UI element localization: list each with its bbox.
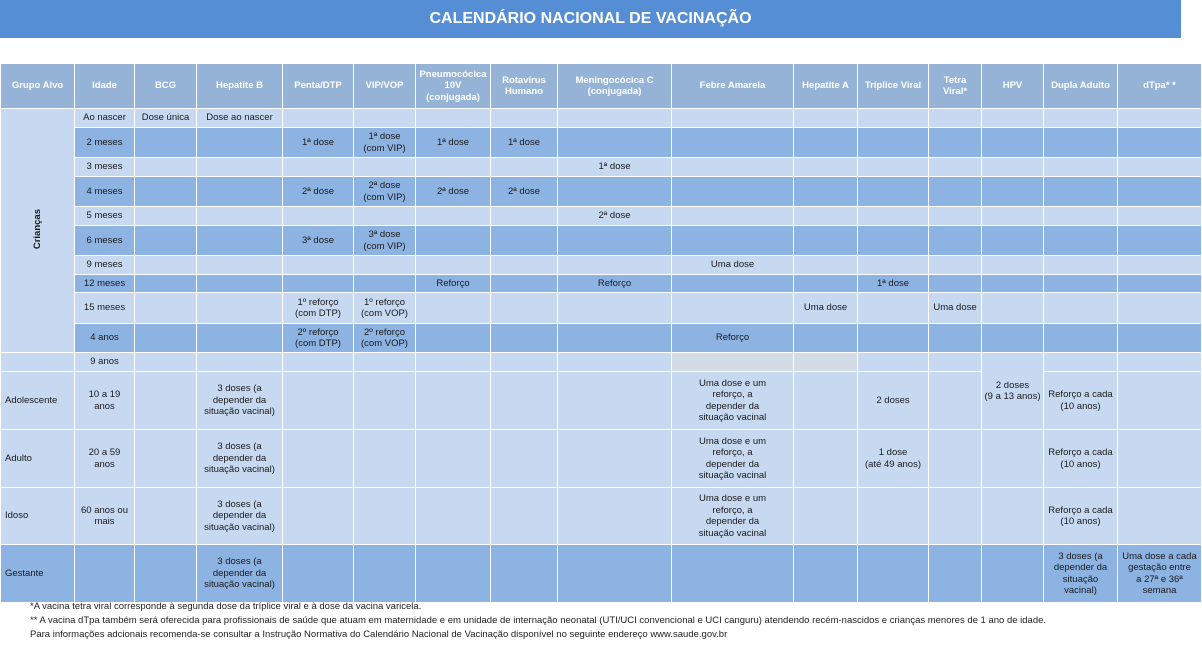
dose-cell: 1ª dose (com VIP) bbox=[354, 128, 416, 158]
dose-cell: 3 doses (a depender da situação vacinal) bbox=[1044, 545, 1118, 603]
dose-cell: 1ª dose bbox=[491, 128, 558, 158]
dose-cell: 3 doses (a depender da situação vacinal) bbox=[197, 430, 283, 488]
header-rotavirus: Rotavírus Humano bbox=[491, 64, 558, 109]
header-penta-dtp: Penta/DTP bbox=[283, 64, 354, 109]
dose-cell: Reforço bbox=[672, 324, 794, 353]
footnote-dtpa: ** A vacina dTpa também será oferecida para profissionais de saúde que atuam em maternidade e em unidade de internação neonatal (UTI/UCI convencional e UCI canguru) atendendo recém-nascidos e crianças menores de 1 ano de idade. bbox=[30, 615, 1047, 626]
dose-cell: 1º reforço (com DTP) bbox=[283, 293, 354, 324]
age-cell: 4 meses bbox=[75, 177, 135, 207]
age-cell: 2 meses bbox=[75, 128, 135, 158]
table-row bbox=[1, 177, 1202, 207]
header-idade: Idade bbox=[75, 64, 135, 109]
dose-cell: Reforço a cada (10 anos) bbox=[1044, 372, 1118, 430]
header-hepatite-b: Hepatite B bbox=[197, 64, 283, 109]
dose-cell: Uma dose bbox=[929, 293, 982, 324]
age-cell: 3 meses bbox=[75, 158, 135, 177]
table-row bbox=[1, 275, 1202, 293]
header-row bbox=[1, 64, 1202, 109]
group-gestante: Gestante bbox=[1, 545, 75, 603]
dose-cell: 3ª dose (com VIP) bbox=[354, 226, 416, 256]
table-row bbox=[1, 128, 1202, 158]
group-adolescente: Adolescente bbox=[1, 372, 75, 430]
footnote-tetra: *A vacina tetra viral corresponde à segunda dose da tríplice viral e à dose da vacina varicela. bbox=[30, 601, 422, 612]
age-cell: Ao nascer bbox=[75, 109, 135, 128]
group-adulto: Adulto bbox=[1, 430, 75, 488]
age-cell: 5 meses bbox=[75, 207, 135, 226]
dose-cell: 3 doses (a depender da situação vacinal) bbox=[197, 545, 283, 603]
header-tetra-viral: Tetra Viral* bbox=[929, 64, 982, 109]
header-meningococica: Meningocócica C (conjugada) bbox=[558, 64, 672, 109]
dose-cell: Reforço bbox=[416, 275, 491, 293]
table-row bbox=[1, 353, 1202, 372]
age-cell: 20 a 59 anos bbox=[75, 430, 135, 488]
header-grupo-alvo: Grupo Alvo bbox=[1, 64, 75, 109]
dose-cell: 2ª dose bbox=[558, 207, 672, 226]
age-cell: 15 meses bbox=[75, 293, 135, 324]
dose-cell: 1ª dose bbox=[283, 128, 354, 158]
dose-cell: 2ª dose bbox=[416, 177, 491, 207]
header-hpv: HPV bbox=[982, 64, 1044, 109]
page-title: CALENDÁRIO NACIONAL DE VACINAÇÃO bbox=[0, 0, 1181, 38]
dose-cell: 1ª dose bbox=[558, 158, 672, 177]
header-dupla-adulto: Dupla Adulto bbox=[1044, 64, 1118, 109]
age-cell: 4 anos bbox=[75, 324, 135, 353]
dose-cell: 2ª dose bbox=[283, 177, 354, 207]
dose-cell: 3 doses (a depender da situação vacinal) bbox=[197, 372, 283, 430]
table-row bbox=[1, 256, 1202, 275]
table-row bbox=[1, 226, 1202, 256]
dose-cell: Uma dose e um reforço, a depender da situação vacinal bbox=[672, 488, 794, 545]
table-row bbox=[1, 430, 1202, 488]
age-cell: 12 meses bbox=[75, 275, 135, 293]
header-vip-vop: VIP/VOP bbox=[354, 64, 416, 109]
dose-cell: Uma dose e um reforço, a depender da situação vacinal bbox=[672, 430, 794, 488]
header-febre-amarela: Febre Amarela bbox=[672, 64, 794, 109]
table-row bbox=[1, 324, 1202, 353]
dose-cell: Reforço a cada (10 anos) bbox=[1044, 488, 1118, 545]
age-cell: 10 a 19 anos bbox=[75, 372, 135, 430]
dose-cell: 2 doses bbox=[858, 372, 929, 430]
table-row bbox=[1, 488, 1202, 545]
dose-cell: Reforço bbox=[558, 275, 672, 293]
dose-cell: 2º reforço (com VOP) bbox=[354, 324, 416, 353]
footnote-info: Para informações adcionais recomenda-se consultar a Instrução Normativa do Calendário Nacional de Vacinação disponível no seguinte endereço www.saude.gov.br bbox=[30, 629, 728, 640]
dose-cell: Reforço a cada (10 anos) bbox=[1044, 430, 1118, 488]
dose-cell: 2ª dose bbox=[491, 177, 558, 207]
header-pneumococica: Pneumocócica 10V (conjugada) bbox=[416, 64, 491, 109]
dose-cell: 1 dose (até 49 anos) bbox=[858, 430, 929, 488]
dose-cell: Uma dose bbox=[794, 293, 858, 324]
table-row bbox=[1, 545, 1202, 603]
table-row bbox=[1, 109, 1202, 128]
age-cell: 9 anos bbox=[75, 353, 135, 372]
header-bcg: BCG bbox=[135, 64, 197, 109]
age-cell: 6 meses bbox=[75, 226, 135, 256]
dose-cell: Uma dose e um reforço, a depender da situação vacinal bbox=[672, 372, 794, 430]
dose-cell: 2 doses (9 a 13 anos) bbox=[982, 353, 1044, 430]
dose-cell: 1ª dose bbox=[858, 275, 929, 293]
dose-cell: 1ª dose bbox=[416, 128, 491, 158]
dose-cell: 2º reforço (com DTP) bbox=[283, 324, 354, 353]
header-hepatite-a: Hepatite A bbox=[794, 64, 858, 109]
dose-cell: Uma dose a cada gestação entre a 27ª e 36ª semana bbox=[1118, 545, 1202, 603]
table-row bbox=[1, 293, 1202, 324]
dose-cell: 1º reforço (com VOP) bbox=[354, 293, 416, 324]
age-cell: 60 anos ou mais bbox=[75, 488, 135, 545]
age-cell: 9 meses bbox=[75, 256, 135, 275]
header-dtpa: dTpa* * bbox=[1118, 64, 1202, 109]
group-criancas: Crianças bbox=[1, 109, 75, 353]
dose-cell: 3ª dose bbox=[283, 226, 354, 256]
dose-cell: 3 doses (a depender da situação vacinal) bbox=[197, 488, 283, 545]
dose-cell: Dose ao nascer bbox=[197, 109, 283, 128]
table-row bbox=[1, 158, 1202, 177]
group-idoso: Idoso bbox=[1, 488, 75, 545]
dose-cell: Uma dose bbox=[672, 256, 794, 275]
table-row bbox=[1, 207, 1202, 226]
dose-cell: 2ª dose (com VIP) bbox=[354, 177, 416, 207]
dose-cell: Dose única bbox=[135, 109, 197, 128]
header-triplice-viral: Tríplice Viral bbox=[858, 64, 929, 109]
vaccination-calendar-table bbox=[0, 63, 1202, 603]
